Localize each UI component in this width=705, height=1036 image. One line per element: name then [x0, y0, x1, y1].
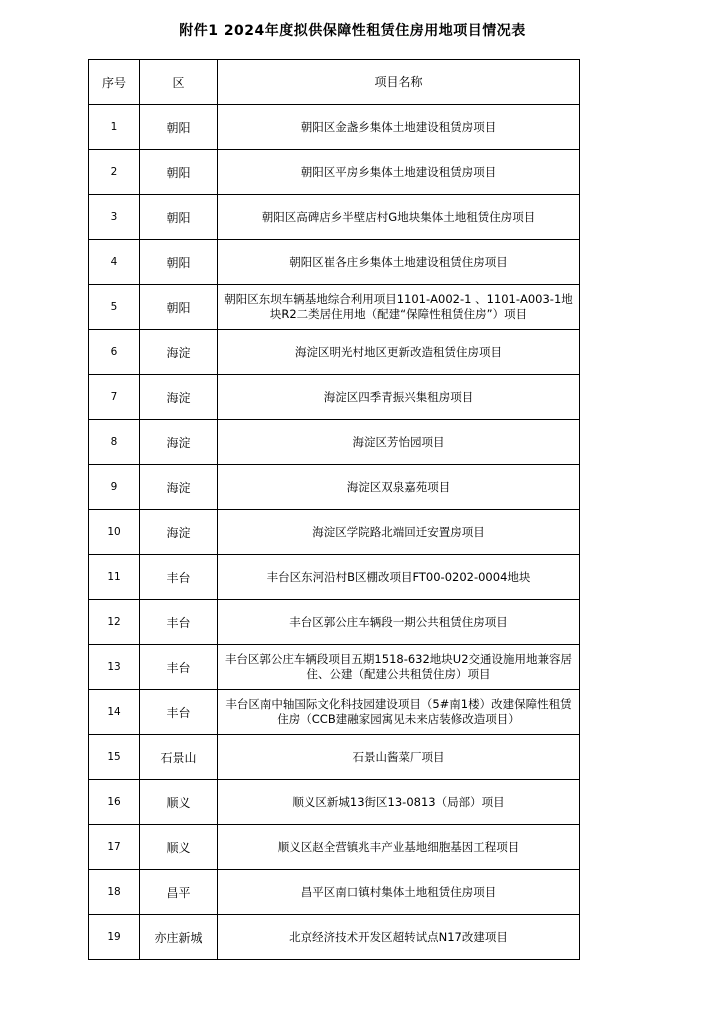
table-row [89, 600, 580, 645]
row-project-name: 顺义区赵全营镇兆丰产业基地细胞基因工程项目 [218, 825, 580, 870]
table-row [89, 780, 580, 825]
row-seq: 17 [89, 825, 140, 870]
row-project-name: 海淀区芳怡园项目 [218, 420, 580, 465]
row-seq: 12 [89, 600, 140, 645]
row-seq: 8 [89, 420, 140, 465]
row-project-name: 海淀区四季青振兴集租房项目 [218, 375, 580, 420]
row-seq: 4 [89, 240, 140, 285]
project-table [88, 59, 580, 960]
row-project-name: 海淀区学院路北端回迁安置房项目 [218, 510, 580, 555]
row-project-name: 北京经济技术开发区超转试点N17改建项目 [218, 915, 580, 960]
row-seq: 11 [89, 555, 140, 600]
row-seq: 5 [89, 285, 140, 330]
table-row [89, 150, 580, 195]
row-district: 海淀 [140, 375, 218, 420]
row-project-name: 顺义区新城13街区13-0813（局部）项目 [218, 780, 580, 825]
row-project-name: 朝阳区高碑店乡半壁店村G地块集体土地租赁住房项目 [218, 195, 580, 240]
row-district: 石景山 [140, 735, 218, 780]
row-project-name: 朝阳区平房乡集体土地建设租赁房项目 [218, 150, 580, 195]
row-seq: 3 [89, 195, 140, 240]
row-project-name: 丰台区郭公庄车辆段一期公共租赁住房项目 [218, 600, 580, 645]
row-district: 亦庄新城 [140, 915, 218, 960]
row-project-name: 朝阳区崔各庄乡集体土地建设租赁住房项目 [218, 240, 580, 285]
table-row [89, 105, 580, 150]
row-seq: 9 [89, 465, 140, 510]
row-project-name: 石景山酱菜厂项目 [218, 735, 580, 780]
row-district: 朝阳 [140, 195, 218, 240]
row-seq: 6 [89, 330, 140, 375]
table-row [89, 555, 580, 600]
table-row [89, 465, 580, 510]
row-project-name: 丰台区郭公庄车辆段项目五期1518-632地块U2交通设施用地兼容居住、公建（配建公共租赁住房）项目 [218, 645, 580, 690]
row-district: 朝阳 [140, 105, 218, 150]
table-row [89, 735, 580, 780]
row-district: 海淀 [140, 330, 218, 375]
row-district: 海淀 [140, 510, 218, 555]
row-seq: 1 [89, 105, 140, 150]
table-row [89, 375, 580, 420]
header-seq: 序号 [89, 60, 140, 105]
row-district: 朝阳 [140, 150, 218, 195]
row-district: 丰台 [140, 600, 218, 645]
row-seq: 15 [89, 735, 140, 780]
row-district: 顺义 [140, 825, 218, 870]
table-row [89, 915, 580, 960]
row-project-name: 朝阳区东坝车辆基地综合利用项目1101-A002-1 、1101-A003-1地块R2二类居住用地（配建“保障性租赁住房”）项目 [218, 285, 580, 330]
row-district: 海淀 [140, 420, 218, 465]
table-row [89, 285, 580, 330]
table-row [89, 195, 580, 240]
table-row [89, 510, 580, 555]
header-district: 区 [140, 60, 218, 105]
row-district: 昌平 [140, 870, 218, 915]
table-row [89, 240, 580, 285]
row-project-name: 丰台区东河沿村B区棚改项目FT00-0202-0004地块 [218, 555, 580, 600]
row-district: 丰台 [140, 690, 218, 735]
row-district: 朝阳 [140, 240, 218, 285]
row-seq: 14 [89, 690, 140, 735]
table-body [89, 105, 580, 960]
table-row [89, 330, 580, 375]
row-project-name: 昌平区南口镇村集体土地租赁住房项目 [218, 870, 580, 915]
row-project-name: 海淀区明光村地区更新改造租赁住房项目 [218, 330, 580, 375]
row-project-name: 朝阳区金盏乡集体土地建设租赁房项目 [218, 105, 580, 150]
table-row [89, 825, 580, 870]
row-project-name: 丰台区南中轴国际文化科技园建设项目（5#南1楼）改建保障性租赁住房（CCB建融家园寓见未来店装修改造项目） [218, 690, 580, 735]
row-seq: 18 [89, 870, 140, 915]
row-seq: 7 [89, 375, 140, 420]
row-seq: 19 [89, 915, 140, 960]
page-title: 附件1 2024年度拟供保障性租赁住房用地项目情况表 [179, 23, 526, 39]
table-row [89, 645, 580, 690]
table-row [89, 420, 580, 465]
row-district: 丰台 [140, 555, 218, 600]
row-seq: 13 [89, 645, 140, 690]
row-district: 丰台 [140, 645, 218, 690]
table-row [89, 870, 580, 915]
table-header-row [89, 60, 580, 105]
row-district: 朝阳 [140, 285, 218, 330]
table-row [89, 690, 580, 735]
row-seq: 16 [89, 780, 140, 825]
row-project-name: 海淀区双泉嘉苑项目 [218, 465, 580, 510]
row-district: 顺义 [140, 780, 218, 825]
header-project-name: 项目名称 [218, 60, 580, 105]
row-seq: 10 [89, 510, 140, 555]
row-seq: 2 [89, 150, 140, 195]
row-district: 海淀 [140, 465, 218, 510]
